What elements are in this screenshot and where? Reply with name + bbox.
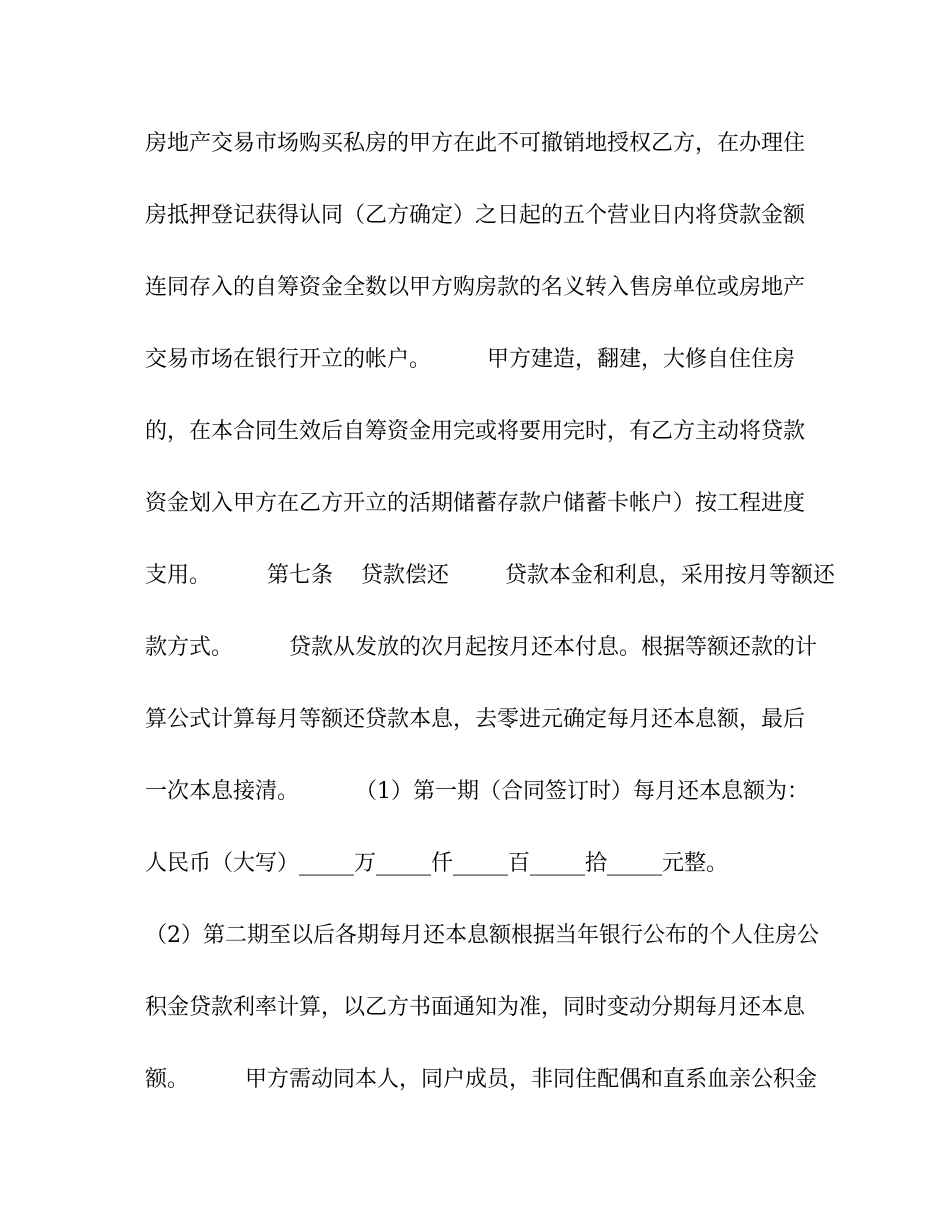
text-line-12: （2）第二期至以后各期每月还本息额根据当年银行公布的个人住房公 bbox=[145, 923, 819, 948]
text-line-4: 交易市场在银行开立的帐户。 甲方建造，翻建，大修自住住房 bbox=[145, 347, 795, 372]
text-line-2: 房抵押登记获得认同（乙方确定）之日起的五个营业日内将贷款金额 bbox=[145, 203, 806, 228]
text-line-5: 的，在本合同生效后自筹资金用完或将要用完时，有乙方主动将贷款 bbox=[145, 419, 806, 444]
text-line-8: 款方式。 贷款从发放的次月起按月还本付息。根据等额还款的计 bbox=[145, 635, 817, 660]
text-line-7: 支用。 第七条 贷款偿还 贷款本金和利息，采用按月等额还 bbox=[145, 563, 835, 588]
text-line-3: 连同存入的自筹资金全数以甲方购房款的名义转入售房单位或房地产 bbox=[145, 275, 806, 300]
text-line-14: 额。 甲方需动同本人，同户成员，非同住配偶和直系血亲公积金 bbox=[145, 1067, 817, 1092]
text-line-11: 人民币（大写）_____万_____仟_____百_____拾_____元整。 bbox=[145, 851, 729, 876]
text-line-1: 房地产交易市场购买私房的甲方在此不可撤销地授权乙方，在办理住 bbox=[145, 131, 806, 156]
text-line-9: 算公式计算每月等额还贷款本息，去零进元确定每月还本息额，最后 bbox=[145, 707, 806, 732]
text-line-10: 一次本息接清。 （1）第一期（合同签订时）每月还本息额为： bbox=[145, 779, 809, 804]
text-line-13: 积金贷款利率计算，以乙方书面通知为准，同时变动分期每月还本息 bbox=[145, 995, 806, 1020]
text-line-6: 资金划入甲方在乙方开立的活期储蓄存款户储蓄卡帐户）按工程进度 bbox=[145, 491, 806, 516]
